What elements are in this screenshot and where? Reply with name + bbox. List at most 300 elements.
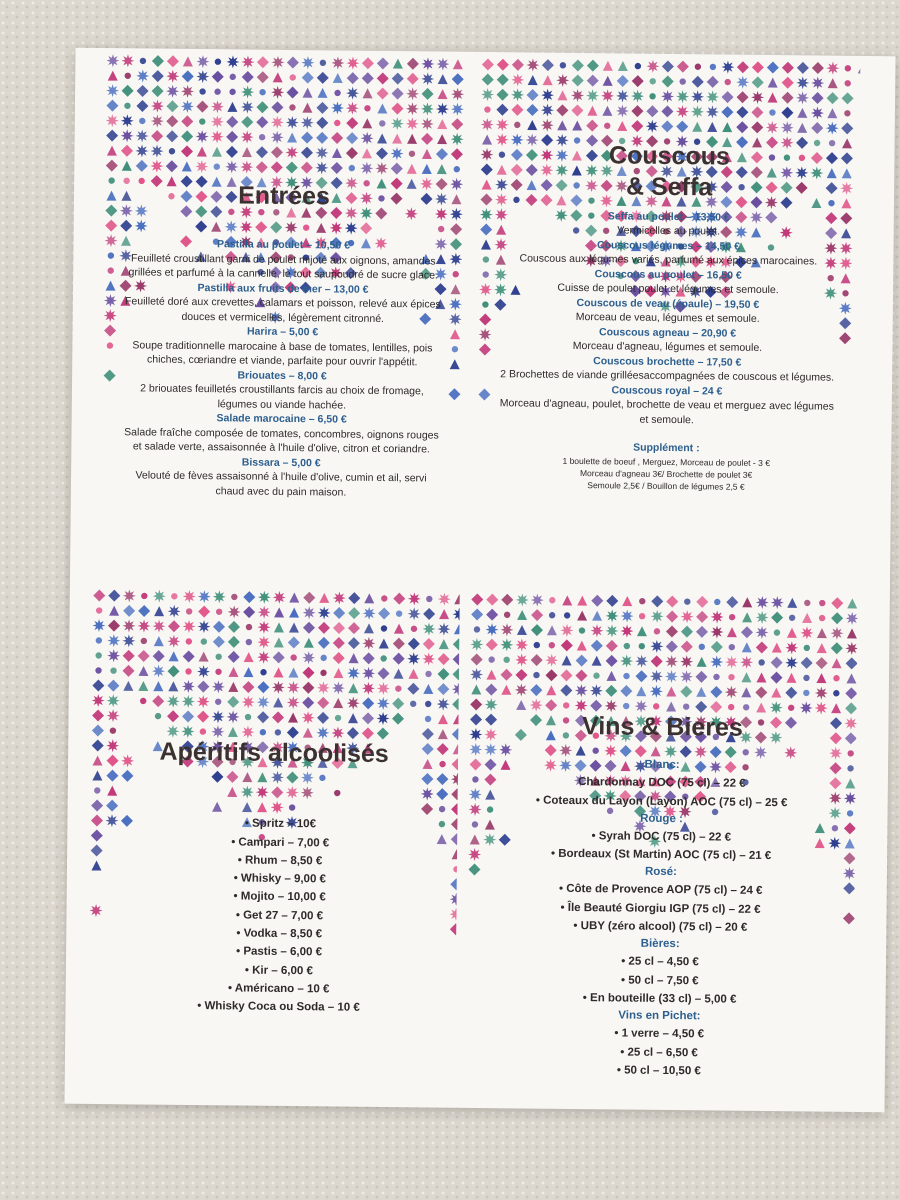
pattern-tile (710, 701, 722, 713)
pattern-tile (833, 675, 839, 681)
pattern-tile (572, 74, 584, 86)
pattern-tile (408, 638, 420, 650)
pattern-tile (406, 87, 419, 100)
pattern-tile (515, 638, 528, 651)
drink-item: • Get 27 – 7,00 € (235, 909, 324, 923)
pattern-tile (827, 92, 839, 104)
pattern-tile (169, 148, 175, 154)
pattern-tile (603, 76, 613, 86)
pattern-tile (181, 145, 193, 157)
pattern-tile (665, 655, 678, 668)
pattern-tile (289, 608, 299, 618)
entrees-title: Entrées (238, 181, 331, 211)
pattern-tile (577, 641, 587, 651)
pattern-tile (346, 132, 358, 144)
pattern-tile (213, 636, 225, 648)
menu-item-desc: Morceau d'agneau, poulet, brochette de veau et merguez avec légumes et semoule. (499, 397, 834, 426)
pattern-tile (787, 598, 797, 608)
pattern-tile (601, 89, 614, 102)
pattern-tile (256, 161, 268, 173)
wine-section-title: Rosé: (644, 866, 677, 879)
drink-item: • Île Beauté Giorgiu IGP (75 cl) – 22 € (560, 901, 761, 916)
pattern-tile (804, 600, 810, 606)
pattern-tile (471, 684, 481, 694)
pattern-tile (514, 122, 520, 128)
pattern-tile (315, 161, 328, 174)
pattern-tile (437, 119, 447, 129)
pattern-tile (107, 694, 120, 707)
pattern-tile (816, 657, 828, 669)
pattern-tile (198, 590, 211, 603)
pattern-tile (226, 131, 238, 143)
pattern-tile (714, 599, 720, 605)
pattern-tile (500, 623, 513, 636)
pattern-tile (617, 75, 629, 87)
pattern-tile (333, 652, 345, 664)
pattern-tile (603, 61, 613, 71)
pattern-tile (137, 85, 149, 97)
pattern-tile (195, 160, 208, 173)
aperitifs-title: Apéritifs alcoolisés (159, 737, 389, 769)
pattern-tile (334, 120, 340, 126)
pattern-tile (331, 162, 343, 174)
pattern-tile (858, 63, 861, 73)
pattern-tile (242, 147, 252, 157)
pattern-tile (316, 132, 328, 144)
pattern-tile (273, 72, 283, 82)
pattern-tile (408, 592, 421, 605)
pattern-tile (349, 653, 359, 663)
pattern-tile (96, 607, 102, 613)
pattern-tile (139, 118, 145, 124)
pattern-tile (438, 729, 448, 739)
pattern-tile (497, 89, 509, 101)
pattern-tile (486, 639, 498, 651)
pattern-tile (407, 134, 417, 144)
pattern-tile (122, 85, 134, 97)
pattern-tile (121, 129, 134, 142)
pattern-tile (726, 596, 738, 608)
pattern-tile (257, 696, 270, 709)
pattern-tile (183, 590, 196, 603)
pattern-tile (362, 697, 374, 709)
pattern-tile (197, 695, 210, 708)
pattern-tile (576, 655, 588, 667)
pattern-tile (451, 88, 464, 101)
pattern-tile (653, 703, 659, 709)
pattern-tile (572, 59, 584, 71)
pattern-tile (274, 607, 284, 617)
pattern-tile (801, 657, 813, 669)
pattern-tile (436, 148, 448, 160)
pattern-tile (273, 697, 283, 707)
pattern-tile (154, 606, 164, 616)
menu-item-desc: Salade fraîche composée de tomates, concombres, oignons rouges et salade verte, assaisonnée à l'huile d'olive, citron et coriandre. (124, 426, 439, 456)
pattern-tile (316, 117, 328, 129)
pattern-tile (729, 644, 735, 650)
pattern-tile (453, 608, 460, 621)
pattern-tile (347, 667, 360, 680)
drink-item: • Coteaux du Layon (Layon) AOC (75 cl) – 25 € (535, 794, 788, 809)
drink-item: • Pastis – 6,00 € (236, 945, 323, 959)
pattern-tile (287, 56, 299, 68)
pattern-tile (575, 670, 587, 682)
pattern-tile (363, 652, 375, 664)
pattern-tile (755, 686, 767, 698)
pattern-tile (226, 55, 239, 68)
drink-item: • Bordeaux (St Martin) AOC (75 cl) – 21 € (550, 847, 772, 863)
supplement-line: Semoule 2,5€ / Bouillon de légumes 2,5 € (587, 479, 745, 492)
drink-item: • Campari – 7,00 € (231, 835, 330, 849)
pattern-tile (122, 619, 135, 632)
pattern-tile (215, 58, 221, 64)
pattern-tile (228, 727, 238, 737)
pattern-tile (743, 704, 749, 710)
pattern-tile (375, 162, 388, 175)
pattern-tile (167, 665, 179, 677)
wine-section-title: Vins en Pichet: (618, 1009, 701, 1023)
couscous-list (477, 207, 859, 428)
pattern-tile (846, 612, 858, 625)
pattern-tile (392, 698, 404, 710)
pattern-tile (451, 103, 464, 116)
pattern-tile (287, 132, 297, 142)
pattern-tile (346, 147, 358, 159)
pattern-tile (503, 657, 509, 663)
pattern-tile (319, 593, 329, 603)
pattern-tile (331, 132, 343, 144)
pattern-tile (377, 87, 389, 99)
pattern-tile (243, 667, 253, 677)
pattern-tile (618, 61, 628, 71)
pattern-tile (228, 636, 240, 648)
pattern-tile (811, 106, 824, 119)
pattern-tile (168, 681, 178, 691)
pattern-tile (437, 623, 450, 636)
pattern-tile (605, 685, 617, 697)
pattern-tile (196, 130, 209, 143)
pattern-tile (346, 102, 359, 115)
pattern-tile (333, 637, 345, 649)
pattern-tile (711, 641, 723, 653)
pattern-tile (425, 716, 431, 722)
pattern-tile (562, 655, 572, 665)
pattern-tile (212, 71, 224, 83)
pattern-tile (138, 605, 150, 617)
pattern-tile (315, 146, 328, 159)
pattern-tile (651, 655, 663, 667)
pattern-tile (286, 116, 299, 129)
pattern-tile (168, 605, 181, 618)
pattern-tile (181, 85, 194, 98)
pattern-tile (257, 621, 270, 634)
pattern-tile (377, 57, 389, 69)
pattern-tile (186, 608, 192, 614)
pattern-tile (736, 76, 749, 89)
pattern-tile (756, 672, 766, 682)
menu-item-name: Briouates – 8,00 € (237, 369, 327, 383)
pattern-tile (377, 697, 390, 710)
pattern-tile (304, 638, 314, 648)
pattern-tile (721, 60, 734, 73)
pattern-tile (211, 115, 224, 128)
pattern-tile (511, 104, 523, 116)
pattern-tile (150, 145, 163, 158)
pattern-tile (691, 105, 704, 118)
pattern-tile (406, 102, 419, 115)
menu-item-name: Harira – 5,00 € (246, 325, 319, 339)
pattern-tile (665, 670, 678, 683)
pattern-tile (439, 639, 449, 649)
pattern-tile (107, 680, 119, 692)
pattern-tile (728, 704, 734, 710)
pattern-tile (197, 711, 209, 723)
pattern-tile (635, 63, 641, 69)
pattern-tile (452, 698, 460, 710)
pattern-tile (135, 144, 148, 157)
pattern-tile (257, 636, 270, 649)
pattern-tile (817, 643, 827, 653)
pattern-tile (138, 666, 148, 676)
pattern-tile (121, 145, 133, 157)
pattern-tile (847, 628, 857, 638)
pattern-tile (407, 164, 417, 174)
pattern-tile (406, 117, 419, 130)
pattern-tile (333, 591, 346, 604)
pattern-tile (257, 681, 269, 693)
pattern-tile (560, 684, 572, 696)
pattern-tile (348, 607, 360, 619)
pattern-tile (586, 120, 598, 132)
pattern-tile (562, 595, 572, 605)
pattern-tile (226, 146, 238, 158)
pattern-tile (288, 712, 298, 722)
pattern-tile (183, 56, 193, 66)
pattern-tile (423, 608, 435, 620)
pattern-tile (740, 656, 753, 669)
pattern-tile (301, 711, 314, 724)
pattern-tile (272, 711, 284, 723)
pattern-tile (107, 649, 120, 662)
pattern-tile (107, 146, 117, 156)
pattern-tile (646, 120, 659, 133)
pattern-tile (666, 625, 678, 637)
pattern-tile (141, 593, 147, 599)
pattern-tile (651, 595, 663, 607)
pattern-tile (666, 701, 676, 711)
pattern-tile (92, 694, 105, 707)
entrees-list (101, 236, 464, 501)
pattern-tile (243, 606, 255, 618)
pattern-tile (422, 652, 435, 665)
pattern-tile (639, 643, 645, 649)
pattern-tile (96, 637, 102, 643)
pattern-tile (515, 669, 527, 681)
pattern-tile (140, 698, 146, 704)
pattern-tile (303, 606, 316, 619)
pattern-tile (348, 622, 360, 634)
pattern-tile (183, 650, 195, 662)
pattern-tile (302, 72, 314, 84)
menu-item-name: Couscous de veau (épaule) – 19,50 € (576, 296, 760, 311)
pattern-tile (196, 101, 208, 113)
pattern-tile (290, 654, 296, 660)
pattern-tile (575, 684, 588, 697)
drink-item: • Syrah DOC (75 cl) – 22 € (591, 830, 732, 844)
pattern-tile (185, 668, 191, 674)
pattern-tile (844, 80, 850, 86)
pattern-tile (166, 160, 178, 172)
pattern-tile (729, 614, 735, 620)
pattern-tile (511, 73, 524, 86)
pattern-tile (680, 655, 693, 668)
pattern-tile (379, 120, 385, 126)
pattern-tile (226, 710, 239, 723)
menu-item-name: Couscous au poulet – 16,50 € (594, 267, 742, 282)
pattern-tile (274, 622, 284, 632)
pattern-tile (245, 714, 251, 720)
pattern-tile (346, 117, 358, 129)
menu-item-desc: Morceau d'agneau, légumes et semoule. (572, 339, 763, 354)
pattern-tile (320, 60, 326, 66)
pattern-tile (286, 161, 298, 173)
pattern-tile (423, 638, 435, 650)
drink-item: • Whisky Coca ou Soda – 10 € (197, 1000, 360, 1014)
pattern-tile (301, 162, 313, 174)
pattern-tile (231, 594, 237, 600)
wine-section-title: Bières: (640, 938, 680, 951)
pattern-tile (410, 701, 416, 707)
pattern-tile (785, 641, 798, 654)
pattern-tile (846, 673, 856, 683)
pattern-tile (661, 90, 674, 103)
pattern-tile (454, 624, 460, 634)
pattern-tile (635, 670, 647, 682)
pattern-tile (181, 130, 193, 142)
pattern-tile (333, 73, 343, 83)
pattern-tile (742, 597, 752, 607)
pattern-tile (182, 70, 194, 82)
menu-sheet (64, 48, 895, 1113)
pattern-tile (649, 93, 655, 99)
pattern-tile (197, 681, 209, 693)
pattern-tile (452, 683, 460, 696)
pattern-tile (346, 57, 359, 70)
drink-item: • Whisky – 9,00 € (233, 872, 327, 886)
pattern-tile (482, 73, 494, 85)
pattern-tile (290, 74, 296, 80)
menu-item-name: Couscous agneau – 20,90 € (598, 325, 737, 340)
pattern-tile (106, 114, 119, 127)
pattern-tile (488, 656, 494, 662)
pattern-tile (123, 681, 133, 691)
pattern-tile (318, 622, 330, 634)
pattern-tile (437, 134, 447, 144)
pattern-tile (534, 642, 540, 648)
menu-item-desc: Feuilleté doré aux crevettes, calamars et poisson, relevé aux épices douces et vermicelles, légèrement citronné. (124, 295, 441, 325)
pattern-tile (377, 727, 389, 739)
pattern-tile (273, 591, 286, 604)
pattern-tile (533, 672, 539, 678)
pattern-tile (497, 74, 509, 86)
pattern-tile (136, 160, 148, 172)
pattern-tile (724, 79, 730, 85)
pattern-tile (211, 130, 224, 143)
pattern-tile (182, 695, 195, 708)
pattern-tile (228, 682, 238, 692)
pattern-tile (751, 106, 763, 118)
pattern-tile (622, 596, 632, 606)
pattern-tile (631, 105, 643, 117)
pattern-tile (782, 92, 794, 104)
pattern-tile (271, 131, 284, 144)
pattern-tile (136, 100, 148, 112)
pattern-tile (711, 610, 724, 623)
pattern-tile (826, 62, 839, 75)
menu-item-desc: Feuilleté croustillant garni de poulet mijoté aux oignons, amandes grillées et parfumé à la cannelle, le tout saupoudré de sucre glace. (128, 252, 438, 282)
pattern-tile (214, 163, 220, 169)
pattern-tile (651, 610, 664, 623)
pattern-tile (362, 72, 374, 84)
pattern-tile (186, 638, 192, 644)
pattern-tile (421, 72, 434, 85)
pattern-tile (212, 147, 222, 157)
pattern-tile (273, 667, 283, 677)
pattern-tile (697, 657, 707, 667)
pattern-tile (695, 701, 707, 713)
pattern-tile (228, 667, 238, 677)
pattern-tile (710, 64, 716, 70)
pattern-tile (558, 90, 568, 100)
wine-section-title: Rouge : (640, 812, 683, 825)
pattern-tile (136, 129, 149, 142)
pattern-tile (289, 593, 299, 603)
pattern-tile (684, 598, 690, 604)
supplement-title: Supplément : (633, 441, 700, 455)
pattern-tile (166, 115, 178, 127)
pattern-tile (616, 104, 629, 117)
pattern-tile (846, 657, 858, 669)
pattern-tile (258, 591, 271, 604)
drink-item: • 25 cl – 4,50 € (621, 955, 699, 969)
pattern-tile (771, 612, 783, 624)
pattern-tile (767, 61, 779, 73)
menu-item-name: Seffa au poulet – 13,50 € (607, 209, 730, 224)
pattern-tile (800, 626, 813, 639)
pattern-tile (92, 724, 104, 736)
pattern-tile (347, 727, 359, 739)
pattern-tile (546, 685, 556, 695)
pattern-tile (831, 703, 841, 713)
pattern-tile (141, 638, 147, 644)
pattern-tile (318, 637, 330, 649)
pattern-tile (699, 644, 705, 650)
pattern-tile (260, 729, 266, 735)
pattern-tile (153, 681, 163, 691)
pattern-tile (453, 59, 463, 69)
pattern-tile (302, 667, 314, 679)
pattern-tile (271, 116, 284, 129)
pattern-tile (453, 638, 460, 650)
pattern-tile (199, 652, 209, 662)
pattern-tile (679, 78, 685, 84)
pattern-tile (421, 57, 434, 70)
pattern-tile (333, 668, 343, 678)
pattern-tile (425, 671, 431, 677)
pattern-tile (152, 55, 164, 67)
pattern-tile (196, 55, 209, 68)
pattern-tile (303, 622, 315, 634)
